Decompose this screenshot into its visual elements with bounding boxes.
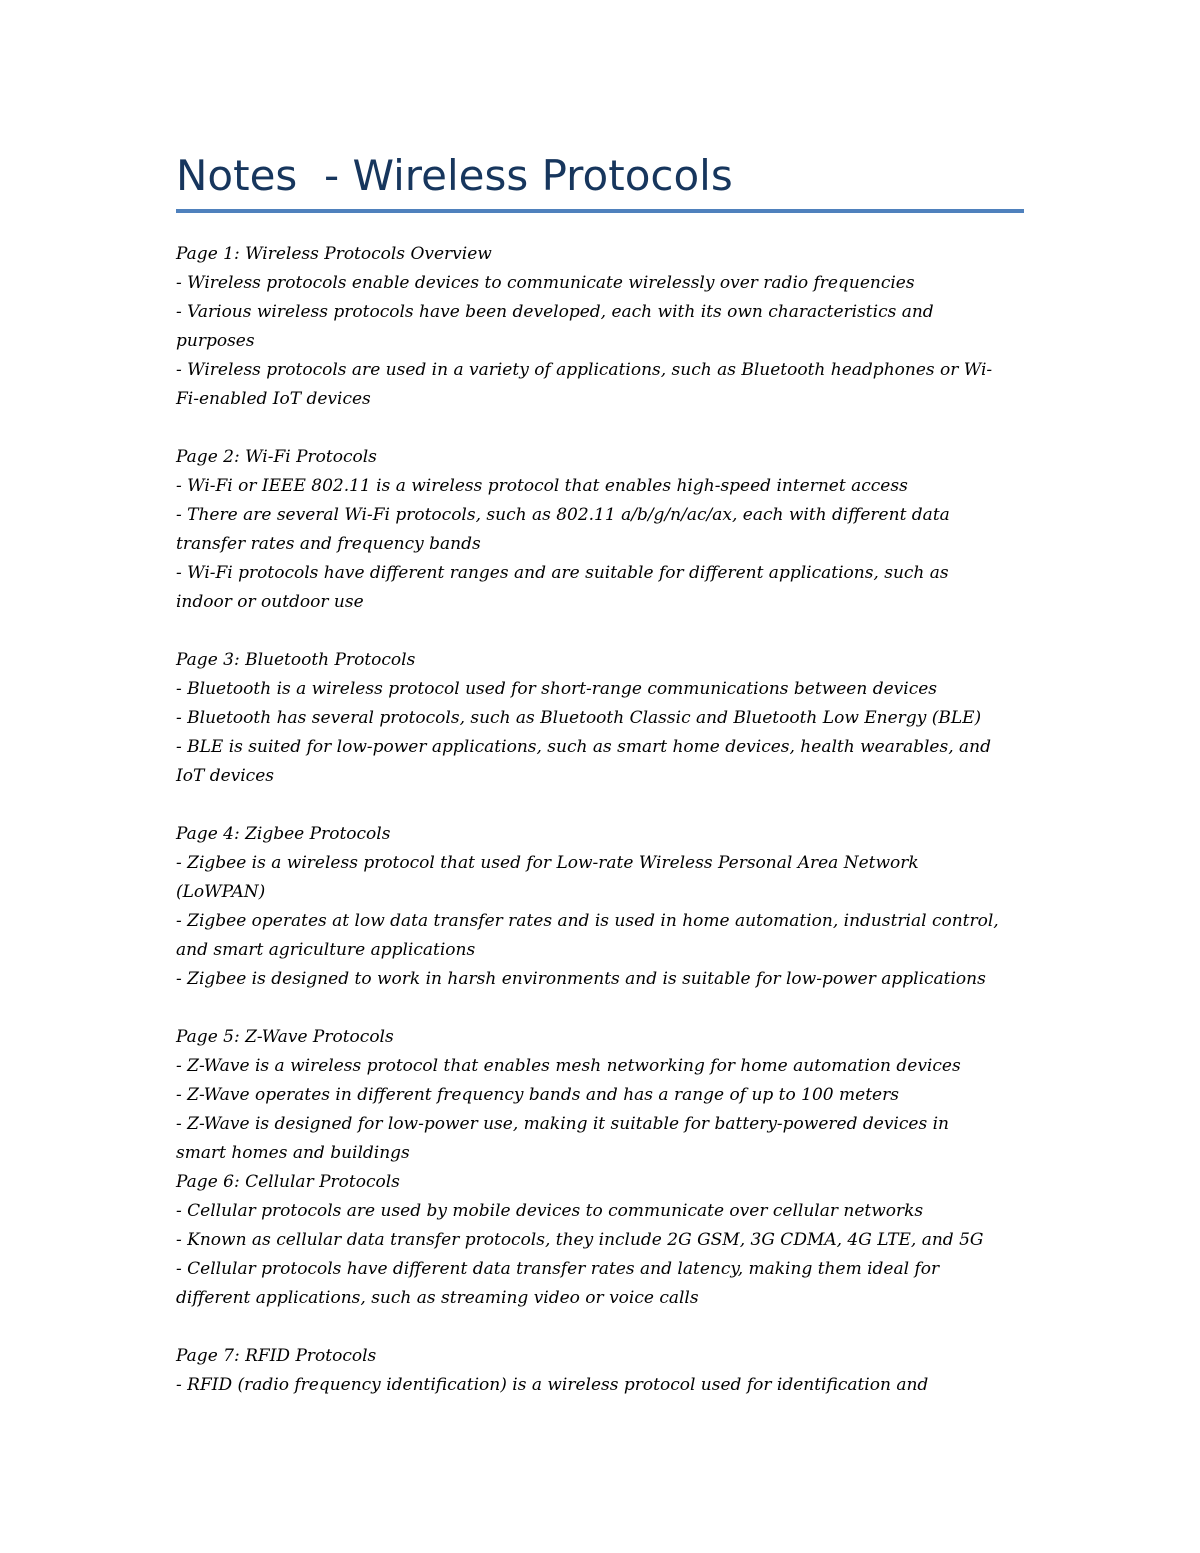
bullet-line: - Zigbee operates at low data transfer rates and is used in home automation, industrial control, — [176, 911, 999, 931]
page-title: Notes - Wireless Protocols — [176, 151, 733, 200]
blank-line — [176, 414, 1026, 443]
bullet-line: indoor or outdoor use — [176, 592, 364, 612]
bullet-line: - Known as cellular data transfer protocols, they include 2G GSM, 3G CDMA, 4G LTE, and 5G — [176, 1230, 984, 1250]
bullet-line: - There are several Wi-Fi protocols, such as 802.11 a/b/g/n/ac/ax, each with different data — [176, 505, 950, 525]
bullet-line: and smart agriculture applications — [176, 940, 476, 960]
section-heading: Page 4: Zigbee Protocols — [176, 824, 391, 844]
bullet-line: - BLE is suited for low-power applications, such as smart home devices, health wearables, and — [176, 737, 991, 757]
section-heading: Page 1: Wireless Protocols Overview — [176, 244, 492, 264]
bullet-line: - Wireless protocols enable devices to communicate wirelessly over radio frequencies — [176, 273, 915, 293]
bullet-line: - Various wireless protocols have been developed, each with its own characteristics and — [176, 302, 934, 322]
bullet-line: - Bluetooth has several protocols, such as Bluetooth Classic and Bluetooth Low Energy (BLE) — [176, 708, 982, 728]
document-body — [176, 240, 1026, 1400]
bullet-line: - Wireless protocols are used in a variety of applications, such as Bluetooth headphones or Wi- — [176, 360, 993, 380]
bullet-line: - Cellular protocols are used by mobile devices to communicate over cellular networks — [176, 1201, 924, 1221]
bullet-line: - Bluetooth is a wireless protocol used for short-range communications between devices — [176, 679, 938, 699]
bullet-line: - RFID (radio frequency identification) is a wireless protocol used for identification and — [176, 1375, 929, 1395]
bullet-line: purposes — [176, 331, 255, 351]
bullet-line: - Wi-Fi or IEEE 802.11 is a wireless protocol that enables high-speed internet access — [176, 476, 908, 496]
blank-line — [176, 994, 1026, 1023]
bullet-line: IoT devices — [176, 766, 274, 786]
bullet-line: - Z-Wave is designed for low-power use, making it suitable for battery-powered devices in — [176, 1114, 949, 1134]
bullet-line: (LoWPAN) — [176, 882, 266, 902]
bullet-line: different applications, such as streaming video or voice calls — [176, 1288, 699, 1308]
title-underline — [176, 209, 1024, 213]
bullet-line: - Zigbee is designed to work in harsh environments and is suitable for low-power applications — [176, 969, 986, 989]
section-heading: Page 5: Z-Wave Protocols — [176, 1027, 394, 1047]
bullet-line: - Wi-Fi protocols have different ranges and are suitable for different applications, such as — [176, 563, 949, 583]
bullet-line: - Z-Wave is a wireless protocol that enables mesh networking for home automation devices — [176, 1056, 961, 1076]
bullet-line: - Cellular protocols have different data transfer rates and latency, making them ideal for — [176, 1259, 940, 1279]
bullet-line: - Z-Wave operates in different frequency bands and has a range of up to 100 meters — [176, 1085, 899, 1105]
section-heading: Page 7: RFID Protocols — [176, 1346, 377, 1366]
blank-line — [176, 791, 1026, 820]
section-heading: Page 2: Wi-Fi Protocols — [176, 447, 377, 467]
section-heading: Page 3: Bluetooth Protocols — [176, 650, 416, 670]
blank-line — [176, 1313, 1026, 1342]
section-heading: Page 6: Cellular Protocols — [176, 1172, 400, 1192]
bullet-line: smart homes and buildings — [176, 1143, 410, 1163]
bullet-line: - Zigbee is a wireless protocol that used for Low-rate Wireless Personal Area Network — [176, 853, 919, 873]
bullet-line: transfer rates and frequency bands — [176, 534, 481, 554]
blank-line — [176, 617, 1026, 646]
bullet-line: Fi-enabled IoT devices — [176, 389, 371, 409]
